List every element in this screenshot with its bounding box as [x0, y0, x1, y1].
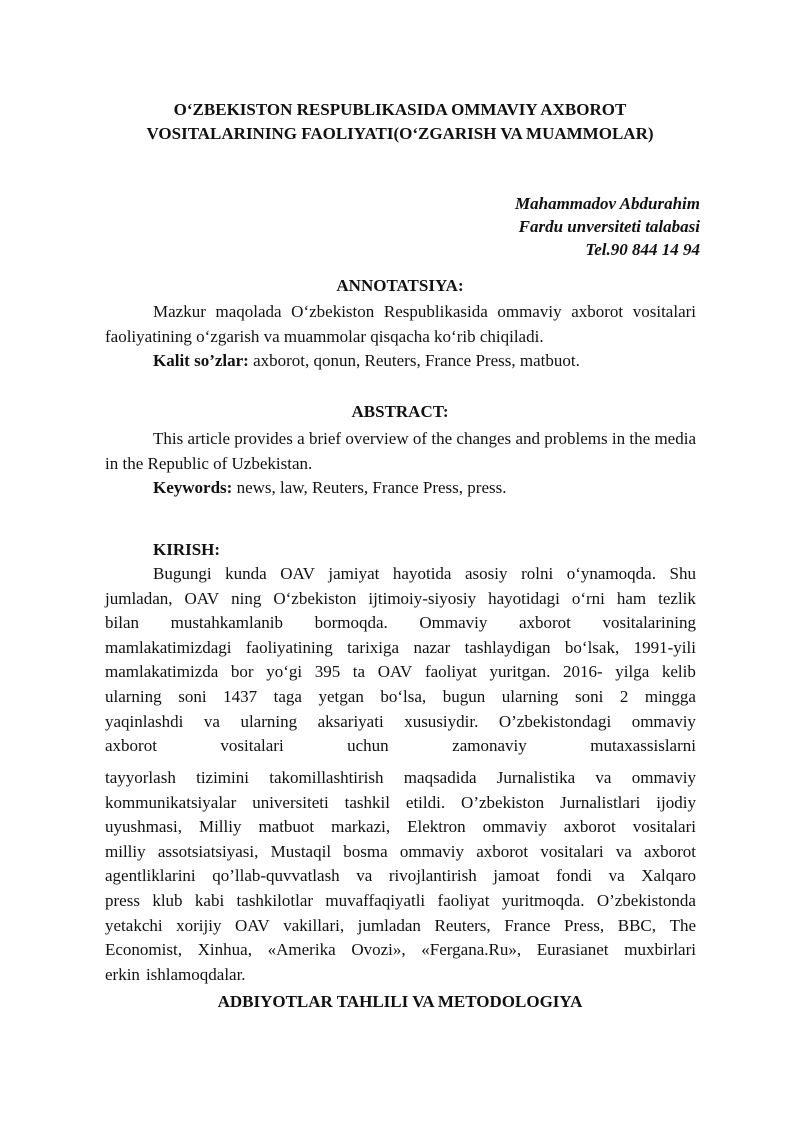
word: o‘rni — [571, 588, 605, 608]
word: yuritmoqda. — [501, 890, 585, 910]
text-line — [105, 938, 696, 963]
word: O’zbekiston — [461, 792, 545, 812]
word: mamlakatimizda — [105, 662, 219, 682]
word: ning — [231, 588, 262, 608]
word: rivojlantirish — [388, 866, 477, 886]
word: France — [504, 915, 551, 935]
text-line — [105, 710, 696, 735]
author-block — [515, 192, 700, 261]
word: va — [203, 711, 220, 731]
word: uchun — [347, 736, 389, 756]
text-line — [105, 914, 696, 939]
word: ularning — [501, 686, 559, 706]
word: yetakchi — [105, 915, 163, 935]
word: klub — [152, 890, 183, 910]
text-line — [105, 864, 696, 889]
word: tezlik — [658, 588, 696, 608]
word: soni — [178, 686, 207, 706]
word: yuritgan. — [489, 662, 551, 682]
word: bo‘lsa, — [380, 686, 427, 706]
word: o‘ynamoqda. — [566, 564, 656, 583]
word: axborot — [563, 817, 616, 837]
abstract-keywords-list: news, law, Reuters, France Press, press. — [232, 478, 507, 498]
word: vositalarining — [602, 613, 696, 633]
word: tarixiga — [347, 637, 400, 657]
word: kelib — [661, 662, 696, 682]
word: aksariyati — [317, 711, 384, 731]
abstract-keywords-label: Keywords: — [153, 478, 233, 498]
word: vositalari — [632, 817, 696, 837]
word: Xinhua, — [197, 940, 252, 960]
word: bor — [230, 662, 254, 682]
word: press — [105, 890, 140, 910]
word: 1991-yili — [633, 637, 696, 657]
author-phone: Tel.90 844 14 94 — [585, 240, 700, 259]
kirish-heading: KIRISH: — [153, 540, 221, 559]
word: kunda — [225, 564, 267, 583]
word: ommaviy — [631, 768, 696, 787]
word: OAV — [184, 588, 220, 608]
word: 395 — [314, 662, 341, 682]
annotatsiya-heading: ANNOTATSIYA: — [336, 276, 464, 295]
text-line — [105, 889, 696, 914]
word: axborot — [476, 841, 529, 861]
word: The — [669, 915, 696, 935]
word: Mustaqil — [270, 841, 332, 861]
word: 1437 — [223, 686, 258, 706]
word: ularning — [105, 686, 162, 706]
word: nazar — [413, 637, 451, 657]
annotatsiya-keywords — [105, 349, 696, 374]
word: axborot — [644, 841, 696, 861]
word: 2016- — [562, 662, 603, 682]
annotatsiya-keywords-list: axborot, qonun, Reuters, France Press, matbuot. — [248, 351, 580, 371]
word: faoliyat — [424, 662, 477, 682]
word: jamiyat — [328, 564, 380, 583]
text-line — [105, 587, 696, 612]
word: Jurnalistika — [496, 768, 576, 787]
word: jumladan, — [105, 588, 173, 608]
word: ommaviy — [631, 711, 696, 731]
kirish-paragraph-1 — [105, 562, 696, 759]
word: tashkil — [344, 792, 390, 812]
word: Xalqaro — [641, 866, 696, 886]
word: tashkilotlar — [236, 890, 314, 910]
word: universiteti — [252, 792, 329, 812]
word: maqsadida — [403, 768, 477, 787]
word: bo‘lsak, — [564, 637, 620, 657]
word: bilan — [105, 613, 139, 633]
paper-title-line-2: VOSITALARINING FAOLIYATI(O‘ZGARISH VA MUAMMOLAR) — [146, 124, 654, 143]
abstract-text: This article provides a brief overview of the changes and problems in the media in the Republic of Uzbekistan. — [105, 429, 696, 473]
word: Milliy — [198, 817, 242, 837]
word: erkin — [105, 964, 140, 984]
word: matbuot — [258, 817, 315, 837]
word: vositalari — [220, 736, 284, 756]
word: kabi — [194, 890, 225, 910]
text-line — [105, 734, 696, 759]
word: vositalari — [540, 841, 604, 861]
section-heading-adbiyotlar: ADBIYOTLAR TAHLILI VA METODOLOGIYA — [217, 992, 583, 1011]
word: BBC, — [617, 915, 657, 935]
text-line — [105, 766, 696, 791]
word: zamonaviy — [452, 736, 527, 756]
word: Jurnalistlari — [560, 792, 641, 812]
text-line — [105, 562, 696, 587]
word: taga — [273, 686, 302, 706]
text-line — [105, 791, 696, 816]
word: ta — [352, 662, 366, 682]
word: mustahkamlanib — [170, 613, 283, 633]
abstract-section — [105, 427, 696, 501]
word: yilga — [615, 662, 650, 682]
paper-title-line-1: O‘ZBEKISTON RESPUBLIKASIDA OMMAVIY AXBOROT — [173, 100, 627, 119]
word: O‘zbekiston — [273, 588, 357, 608]
word: ham — [616, 588, 647, 608]
word: kommunikatsiyalar — [105, 792, 237, 812]
text-line — [105, 815, 696, 840]
word: faoliyatining — [245, 637, 333, 657]
word: ishlamoqdalar. — [145, 964, 246, 984]
abstract-heading: ABSTRACT: — [351, 402, 449, 421]
word: qo’llab-quvvatlash — [212, 866, 340, 886]
word: milliy — [105, 841, 146, 861]
word: axborot — [105, 736, 157, 756]
author-name: Mahammadov Abdurahim — [515, 194, 700, 213]
annotatsiya-text: Mazkur maqolada O‘zbekiston Respublikasida ommaviy axborot vositalari faoliyatining o‘zgarish va muammolar qisqacha ko‘rib chiqiladi. — [105, 302, 696, 346]
word: «Amerika — [267, 940, 336, 960]
word: va — [615, 841, 632, 861]
annotatsiya-keywords-label: Kalit so’zlar: — [153, 351, 249, 371]
word: Reuters, — [434, 915, 491, 935]
abstract-keywords — [105, 476, 696, 501]
word: 2 — [619, 686, 629, 706]
word: jamoat — [493, 866, 540, 886]
word: tashlaydigan — [464, 637, 551, 657]
word: assotsiatsiyasi, — [157, 841, 259, 861]
annotatsiya-section — [105, 300, 696, 374]
word: bosma — [343, 841, 388, 861]
word: OAV — [280, 564, 315, 583]
word: Press, — [564, 915, 605, 935]
text-line — [105, 660, 696, 685]
word: soni — [574, 686, 604, 706]
word: mingga — [644, 686, 696, 706]
word: ijtimoiy-siyosiy — [368, 588, 477, 608]
word: axborot — [518, 613, 571, 633]
word: bugun — [442, 686, 486, 706]
word: ommaviy — [482, 817, 547, 837]
text-line — [105, 636, 696, 661]
word: tayyorlash — [105, 768, 176, 787]
word: ommaviy — [399, 841, 465, 861]
word: mamlakatimizdagi — [105, 637, 232, 657]
word: Elektron — [407, 817, 466, 837]
word: xususiydir. — [404, 711, 479, 731]
word: rolni — [521, 564, 554, 583]
word: yaqinlashdi — [105, 711, 184, 731]
word: mutaxassislarni — [590, 736, 696, 756]
word: Shu — [669, 564, 696, 583]
word: va — [595, 768, 612, 787]
word: hayotida — [392, 564, 452, 583]
word: OAV — [235, 915, 270, 935]
word: Bugungi — [153, 564, 212, 583]
word: ijodiy — [656, 792, 696, 812]
word: vakillari, — [283, 915, 345, 935]
word: markazi, — [331, 817, 391, 837]
word: va — [608, 866, 625, 886]
word: yo‘gi — [266, 662, 303, 682]
text-line — [105, 611, 696, 636]
word: yetgan — [318, 686, 364, 706]
word: Economist, — [105, 940, 182, 960]
word: «Fergana.Ru», — [421, 940, 522, 960]
word: fondi — [556, 866, 593, 886]
word: Eurasianet — [536, 940, 609, 960]
text-line — [105, 963, 696, 988]
author-affiliation: Fardu unversiteti talabasi — [518, 217, 700, 236]
word: Ommaviy — [419, 613, 488, 633]
word: bormoqda. — [314, 613, 388, 633]
text-line — [105, 840, 696, 865]
word: muxbirlari — [624, 940, 696, 960]
word: Ovozi», — [351, 940, 406, 960]
paper-title — [100, 98, 700, 146]
word: agentliklarini — [105, 866, 196, 886]
word: faoliyat — [437, 890, 490, 910]
word: xorijiy — [176, 915, 222, 935]
word: va — [356, 866, 373, 886]
word: etildi. — [405, 792, 446, 812]
word: jumladan — [357, 915, 421, 935]
word: ularning — [240, 711, 298, 731]
word: OAV — [377, 662, 413, 682]
word: muvaffaqiyatli — [325, 890, 426, 910]
word: O’zbekistonda — [596, 890, 696, 910]
word: tizimini — [196, 768, 249, 787]
kirish-paragraph-2 — [105, 766, 696, 987]
word: hayotidagi — [488, 588, 560, 608]
text-line — [105, 685, 696, 710]
word: takomillashtirish — [269, 768, 384, 787]
word: O’zbekistondagi — [498, 711, 612, 731]
word: uyushmasi, — [105, 817, 182, 837]
word: asosiy — [465, 564, 508, 583]
